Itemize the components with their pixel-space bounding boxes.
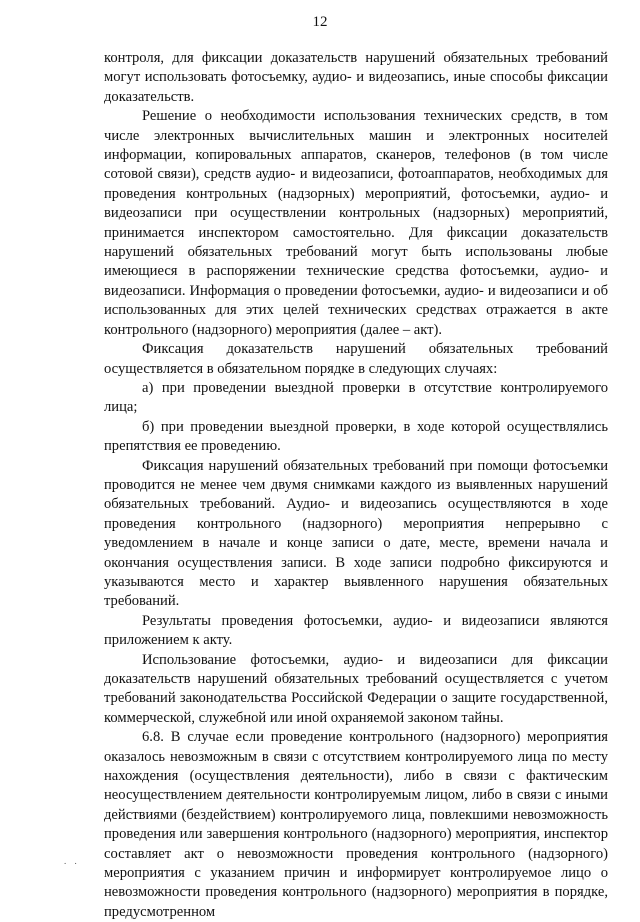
document-body xyxy=(104,49,608,922)
margin-mark: . . xyxy=(64,856,80,866)
paragraph-secrecy-requirements: Использование фотосъемки, аудио- и видеозаписи для фиксации доказательств нарушений обязательных требований осуществляется с учетом требований законодательства Российской Федерации о защите государственной, коммерческой, служебной или иной охраняемой законом тайны. xyxy=(104,651,608,726)
paragraph-photo-fixation: Фиксация нарушений обязательных требований при помощи фотосъемки проводится не менее чем двумя снимками каждого из выявленных нарушений обязательных требований. Аудио- и видеозапись осуществляются в ходе проведения контрольного (надзорного) мероприятия непрерывно с уведомлением в начале и конце записи о дате, месте, времени начала и окончания осуществления записи. В ходе записи подробно фиксируются и указываются место и характер выявленного нарушения обязательных требований. xyxy=(104,457,608,610)
paragraph-section-6-8: 6.8. В случае если проведение контрольного (надзорного) мероприятия оказалось невозможным в связи с отсутствием контролируемого лица по месту нахождения (осуществления деятельности), либо в связи с фактическим неосуществлением деятельности контролируемым лицом, либо в связи с иными действиями (бездействием) контролируемого лица, повлекшими невозможность проведения или завершения контрольного (надзорного) мероприятия, инспектор составляет акт о невозможности проведения контрольного (надзорного) мероприятия с указанием причин и информирует контролируемое лицо о невозможности проведения контрольного (надзорного) мероприятия в порядке, предусмотренном xyxy=(104,729,608,920)
paragraph-continuation: контроля, для фиксации доказательств нарушений обязательных требований могут использовать фотосъемку, аудио- и видеозапись, иные способы фиксации доказательств. xyxy=(104,50,608,105)
list-item-b: б) при проведении выездной проверки, в ходе которой осуществлялись препятствия ее проведению. xyxy=(104,418,608,455)
page-number: 12 xyxy=(312,14,328,30)
paragraph-results-appendix: Результаты проведения фотосъемки, аудио- и видеозаписи являются приложением к акту. xyxy=(104,612,608,649)
paragraph-technical-means-decision: Решение о необходимости использования технических средств, в том числе электронных вычислительных машин и электронных носителей информации, копировальных аппаратов, сканеров, телефонов (в том числе сотовой связи), средств аудио- и видеозаписи, фотоаппаратов, необходимых для проведения контрольных (надзорных) мероприятий, фотосъемки, аудио- и видеозаписи при осуществлении контрольных (надзорных) мероприятий, принимается инспектором самостоятельно. Для фиксации доказательств нарушений обязательных требований могут быть использованы любые имеющиеся в распоряжении технические средства фотосъемки, аудио- и видеозаписи. Информация о проведении фотосъемки, аудио- и видеозаписи и об использованных для этих целей технических средствах отражается в акте контрольного (надзорного) мероприятия (далее – акт). xyxy=(104,108,608,338)
paragraph-mandatory-fixation: Фиксация доказательств нарушений обязательных требований осуществляется в обязательном порядке в следующих случаях: xyxy=(104,341,608,377)
list-item-a: а) при проведении выездной проверки в отсутствие контролируемого лица; xyxy=(104,379,608,416)
